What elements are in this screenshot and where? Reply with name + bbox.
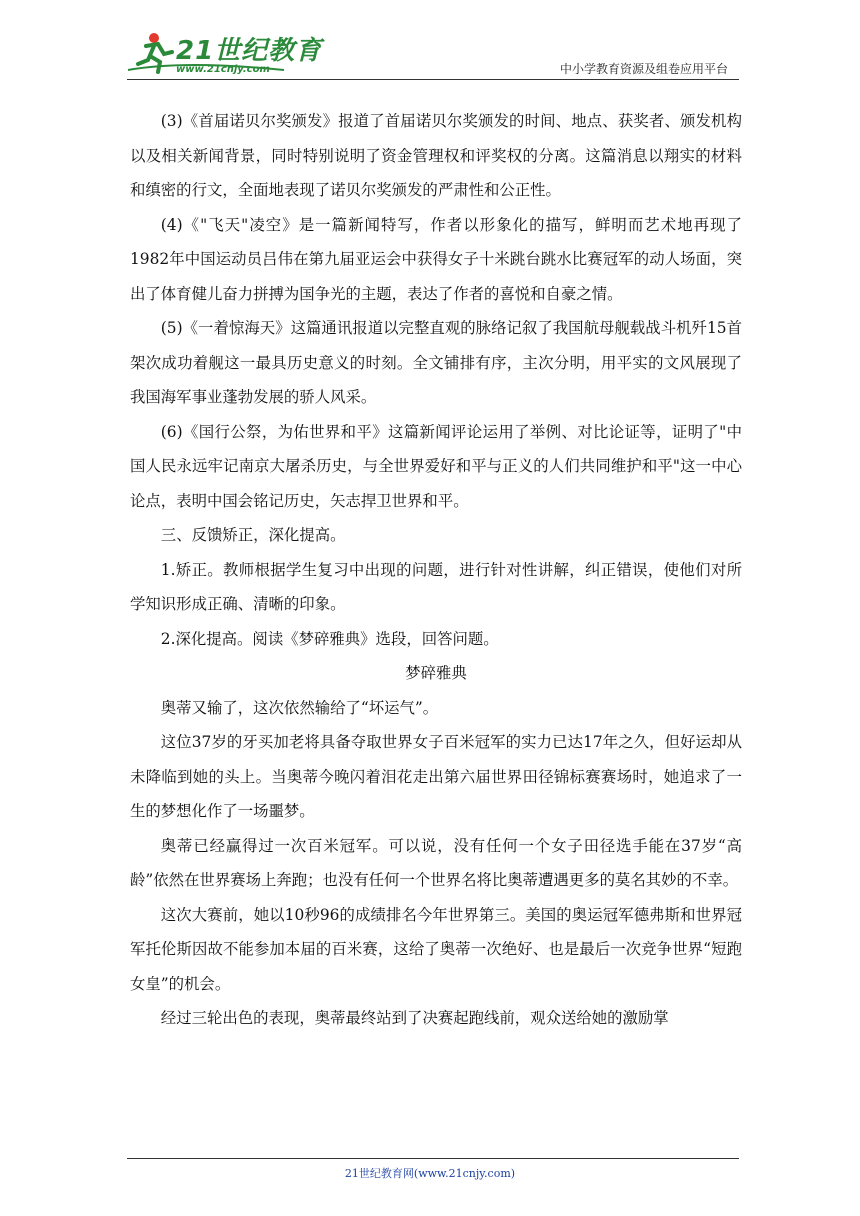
footer-divider <box>127 1158 739 1159</box>
paragraph-4: (4)《"飞天"凌空》是一篇新闻特写，作者以形象化的描写，鲜明而艺术地再现了1982年中国运动员吕伟在第九届亚运会中获得女子十米跳台跳水比赛冠军的动人场面，突出了体育健儿奋力拼搏为国争光的主题，表达了作者的喜悦和自豪之情。 <box>130 215 742 303</box>
logo-url: www.21cnjy.com <box>176 64 270 75</box>
paragraph-6: (6)《国行公祭，为佑世界和平》这篇新闻评论运用了举例、对比论证等，证明了"中国人民永远牢记南京大屠杀历史，与全世界爱好和平与正义的人们共同维护和平"这一中心论点，表明中国会铭记历史，矢志捍卫世界和平。 <box>130 422 742 510</box>
excerpt-paragraph: 奥蒂已经赢得过一次百米冠军。可以说，没有任何一个女子田径选手能在37岁“高龄”依然在世界赛场上奔跑；也没有任何一个世界名将比奥蒂遭遇更多的莫名其妙的不幸。 <box>130 836 742 889</box>
paragraph-5: (5)《一着惊海天》这篇通讯报道以完整直观的脉络记叙了我国航母舰载战斗机歼15首架次成功着舰这一最具历史意义的时刻。全文铺排有序，主次分明，用平实的文风展现了我国海军事业蓬勃发展的骄人风采。 <box>130 319 742 406</box>
paragraph-correction: 1.矫正。教师根据学生复习中出现的问题，进行针对性讲解，纠正错误，使他们对所学知识形成正确、清晰的印象。 <box>130 560 742 613</box>
section-heading: 三、反馈矫正，深化提高。 <box>160 526 346 544</box>
page-header <box>0 0 860 84</box>
excerpt-paragraph: 奥蒂又输了，这次依然输给了“坏运气”。 <box>160 698 439 717</box>
excerpt-title: 梦碎雅典 <box>405 664 467 682</box>
header-divider <box>127 79 739 80</box>
document-body <box>130 104 742 1036</box>
logo-text: 21世纪教育 <box>176 36 323 66</box>
excerpt-paragraph: 这次大赛前，她以10秒96的成绩排名今年世界第三。美国的奥运冠军德弗斯和世界冠军托伦斯因故不能参加本届的百米赛，这给了奥蒂一次绝好、也是最后一次竞争世界“短跑女皇”的机会。 <box>130 905 742 993</box>
paragraph-deepen: 2.深化提高。阅读《梦碎雅典》选段，回答问题。 <box>160 629 499 648</box>
footer-text: 21世纪教育网(www.21cnjy.com) <box>344 1167 516 1180</box>
excerpt-paragraph: 经过三轮出色的表现，奥蒂最终站到了决赛起跑线前，观众送给她的激励掌 <box>160 1009 669 1027</box>
platform-title: 中小学教育资源及组卷应用平台 <box>559 62 728 76</box>
excerpt-paragraph: 这位37岁的牙买加老将具备夺取世界女子百米冠军的实力已达17年之久，但好运却从未降临到她的头上。当奥蒂今晚闪着泪花走出第六届世界田径锦标赛赛场时，她追求了一生的梦想化作了一场噩梦。 <box>130 733 742 820</box>
paragraph-3: (3)《首届诺贝尔奖颁发》报道了首届诺贝尔奖颁发的时间、地点、获奖者、颁发机构以及相关新闻背景，同时特别说明了资金管理权和评奖权的分离。这篇消息以翔实的材料和缜密的行文，全面地表现了诺贝尔奖颁发的严肃性和公正性。 <box>130 112 742 199</box>
